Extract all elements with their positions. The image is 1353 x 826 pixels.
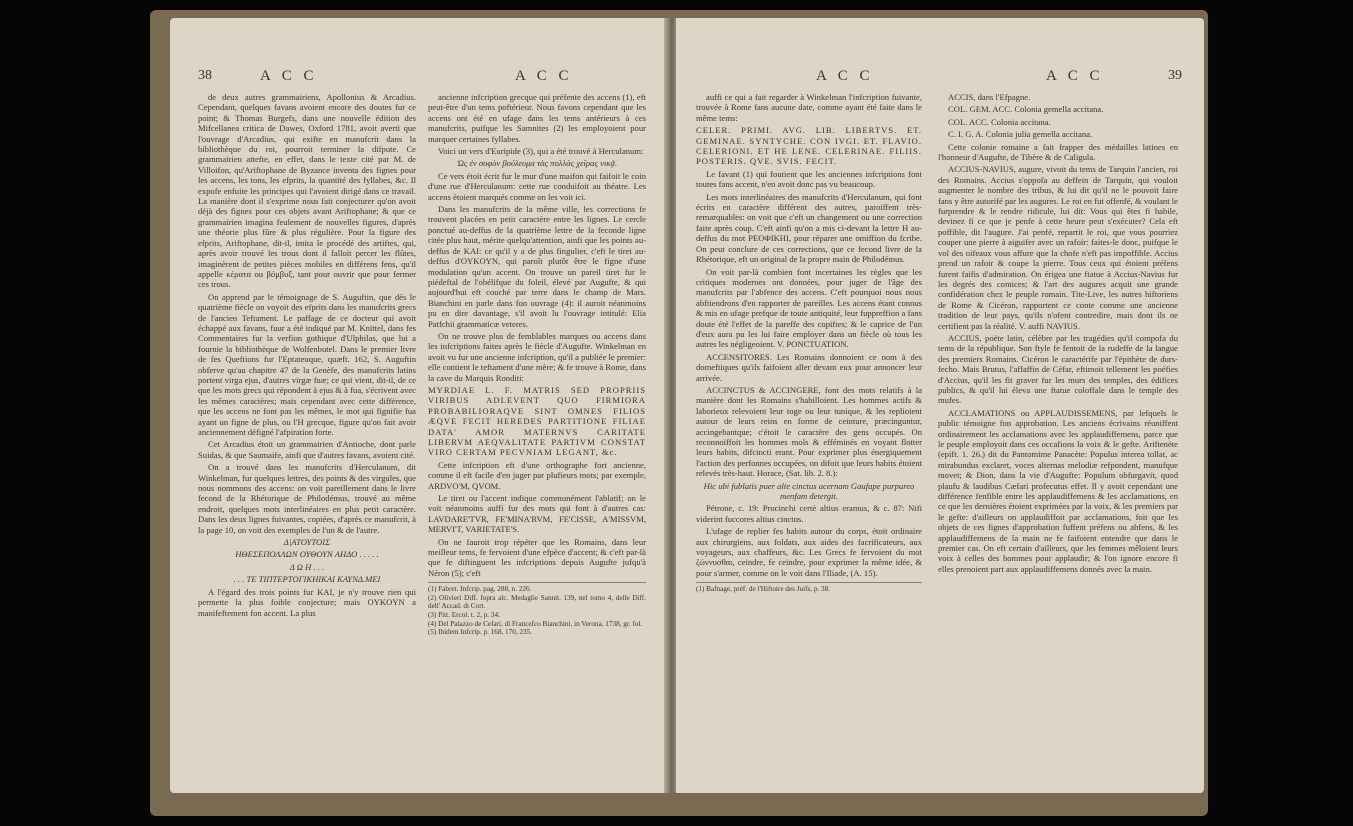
paragraph: ancienne infcription grecque qui préfente des accens (1), eft peut-être d'un tems poftérieur. Nous favons cependant que les accens ont été en ufage dans les tems antérieurs à ces manufcrits, puifque les Samnites (2) les employoient pour marquer certaines fyllabes.	[428, 92, 646, 144]
right-page-number: 39	[1168, 68, 1182, 83]
verse-quote: Hic ubi fublatis puer alte cinctus acernam Gaufape purpureo menfam detergit.	[703, 480, 915, 502]
paragraph: Ce vers étoit écrit fur le mur d'une maifon qui faifoit le coin d'une rue d'Herculanum: cette rue conduifoit au théatre. Les accens étoient marqués comme on les voit ici.	[428, 170, 646, 202]
inscription: MYRDIAE L. F. MATRIS SED PROPRIIS VIRIBUS ADLEVENT QUO FIRMIORA PROBABILIORAQVE SINT OMNES FILIOS ÆQVE FECIT HEREDES PARTITIONE FILIAE DATA' AMOR MATERNVS CARITATE LIBERVM AEQVALITATE PARTIVM CONSTAT VIRO CERTAM PECVNIAM LEGANT, &c.	[428, 384, 646, 458]
greek-verse: Ὡς ἐν σοφὸν βούλευμα τὰς πολλὰς χεῖρας νικᾷ.	[456, 158, 618, 169]
paragraph: Cette colonie romaine a fait frapper des médailles latines en l'honneur d'Augufte, de Tibère & de Caligula.	[938, 141, 1178, 163]
greek-line: ΗΘΕΣΕΠΟΛΛΩΝ ΟΥΘΟΥΝ ΑΗΔΟ . . . . .	[235, 549, 379, 560]
footnote: (3) Pitt. Ercol. t. 2, p. 34.	[428, 611, 500, 620]
paragraph: Cet Arcadius étoit un grammairien d'Antioche, dont parle Suidas, & que Saumaife, ainfi que d'autres favans, avoient cité.	[198, 439, 416, 460]
left-page	[170, 18, 668, 793]
footnote: (1) Fabret. Infcrip. pag. 288, n. 226.	[428, 585, 532, 594]
paragraph: On voit par-là combien font incertaines les règles que les critiques modernes ont données, pour juger de l'âge des manufcrits par l'abfence des accens. C'eft pourquoi nous nous abftiendrons d'en rapporter de pareilles. Les accens étant connus & mis en ufage prefque de toute antiquité, leur fuppreffion a fans doute été l'effet de la pareffe des copiftes; & le caprice de l'un d'eux aura pu les lui faire employer dans un fiècle où tous les autres les négligeoient. V. PONCTUATION.	[696, 266, 922, 350]
left-column-1	[198, 92, 416, 620]
paragraph: Voici un vers d'Euripide (3), qui a été trouvé à Herculanum:	[438, 146, 644, 157]
paragraph: Le tiret ou l'accent indique communément l'ablatif; on le voit néanmoins auffi fur des mots qui font à d'autres cas: LAVDARE'TVR, FE'MINA'RVM, FE'CISSE, A'MISSVM, MERVI'T, VARIETATE'S.	[428, 493, 646, 535]
paragraph: de deux autres grammairiens, Apollonius & Arcadius. Cependant, quelques favans avoient encore des doutes fur ce point; & Thomas Burgefs, dans une nouvelle édition des Mifcellanea critica de Dawes, Oxford 1781, avoit averti que l'ouvrage d'Arcadius, qui exifte en manufcrit dans la bibliothèque du roi, pourroit terminer la difpute. Ce grammairien attefte, en effet, dans le texte cité par M. de Villoifon, qu'Ariftophane de Byzance inventa des fignes pour les accens, les tons, les efprits, la quantité des fyllabes, &c. Il expofe enfuite les principes qui l'avoient dirigé dans ce travail. La manière dont il s'exprime nous fait conjecturer qu'on avoit déjà des fignes pour ces objets avant Ariftophane; & que ce grammairien imagina feulement de nouvelles figures, d'après une théorie plus fûre & plus régulière. Pour la figure des efprits, Ariftophane, dit-il, imita le procédé des artiftes, qui, après avoir trouvé les trous dont il falloit percer les flûtes, imaginèrent de petites pièces mobiles en différens fens, qu'il appelle κέρατα ou βόμβυξ, tant pour ouvrir que pour fermer ces trous.	[198, 92, 416, 290]
footnote: (1) Bafnage, préf. de l'Hiftoire des Juifs, p. 38.	[696, 582, 922, 594]
paragraph: On ne trouve plus de femblables marques ou accens dans les infcriptions faites après le fiècle d'Augufte. Winkelman en avoit vu fur une ancienne infcription, qu'il a publiée le premier: elle contient le teftament d'une mère; & fe trouve à Rome, dans la cave du Marquis Ronditi:	[428, 330, 646, 383]
paragraph: Le favant (1) qui foutient que les anciennes infcriptions font toutes fans accent, n'en avoit donc pas vu beaucoup.	[696, 168, 922, 190]
right-head-word-2: A C C	[1046, 68, 1104, 84]
right-page	[676, 18, 1204, 793]
paragraph: ACCINCTUS & ACCINGERE, font des mots relatifs à la manière dont les Romains s'habilloient. Les hommes actifs & laborieux relevoient leur toge ou leur tunique, & les replioient autour de leurs reins en forme de ceinture, præcinguntur, accingebantque; c'étoit le caractère des gens occupés. On reconnoiffoit les hommes mols & efféminés en voyant flotter leurs habits, difcincti erant. Pour exprimer plus énergiquement l'action des perfonnes occupées, on difoit que leurs habits étoient relevés très-haut. Horace, (Sat. lib. 2. 8.):	[696, 384, 922, 479]
footnote: (4) Del Palazzo de Cefari, di Francefco Bianchini, in Verona, 1738, gr. fol.	[428, 619, 643, 628]
inscription: CELER. PRIMI. AVG. LIB. LIBERTVS. ET. GEMINAE. SYNTYCHE. CON IVGI. ET. FLAVIO. CELERIONI. ET HE LENE. CELERINAE. FILIIS. POSTERIS. QVE. SVIS. FECIT.	[696, 125, 922, 167]
right-column-2	[938, 92, 1178, 576]
paragraph: COL. GEM. ACC. Colonia gemella accitana.	[948, 104, 1104, 115]
right-column-1	[696, 92, 922, 594]
paragraph: Cette infcription eft d'une orthographe fort ancienne, comme il eft facile d'en juger par plufieurs mots; par exemple, ARDVO'M, QVOM.	[428, 459, 646, 491]
left-running-head	[170, 68, 668, 90]
paragraph: ACCIUS-NAVIUS, augure, vivoit du tems de Tarquin l'ancien, roi des Romains. Accius s'oppofa au deffein de Tarquin, qui vouloit augmenter le nombre des tribus, & lui dit qu'il ne le pouvoit faire fans y être autorifé par les augures. Le roi en fut offenfé, & voulant le furprendre & le rendre ridicule, lui dit: Vous qui êtes fi habile, devinez fi ce que je penfe à cette heure peut s'exécuter? Cela eft poffible, dit l'augure. J'ai penfé, repartit le roi, que vous pourriez couper une pierre à aiguifer avec un rafoir: faites-le donc, puifque le vol des oifeaux vous affure que la chofe n'eft pas impoffible. Accius prend un rafoir & coupe la pierre. Tous ceux qui étoient préfens furent faifis d'admiration. On érigea une ftatue à Accius-Navius fur les degrés des comices; & l'art des augures acquit une grande confidération chez le peuple romain. Tite-Live, les autres hiftoriens de Rome & Cicéron, rapportent ce conte comme une ancienne tradition de leur pays, qu'ils n'ofent contredire, mais dont ils ne certifient pas la réalité. V. auffi NAVIUS.	[938, 164, 1178, 331]
right-running-head	[676, 68, 1204, 90]
paragraph: On ne fauroit trop répéter que les Romains, dans leur meilleur tems, fe fervoient d'une efpèce d'accent; & c'eft par-là que fe diftinguent les infcriptions depuis Augufte jufqu'à Néron (5); c'eft	[428, 536, 646, 578]
left-page-number: 38	[198, 68, 212, 83]
paragraph: On apprend par le témoignage de S. Auguftin, que dès le quatrième fiècle on voyoit des efprits dans les manufcrits grecs de l'ancien Teftament. Le paffage de ce docteur qui avoit échappé aux favans, fuur a été indiqué par M. Knittel, dans fes Commentaires fur la verfion gothique d'Ulphilas, que lui a fournie la bibliothèque de Wolfenbutel. Dans le premier livre de fes Queftions fur l'Eptateuque, quæft. 162, S. Auguftin obferve qu'au chapitre 47 de la Genèfe, des manufcrits latins portent virga ejus, d'autres virgæ fuæ; ce qui vient, dit-il, de ce que les mots grecs qui répondent à ejus & à fua, s'écrivent avec les mêmes caractères; mais cependant avec cette différence, que les accens ne font pas les mêmes, le mot qui fignifie fua ayant un figne de plus, ou l'H grecque, figure qu'on fait avoir anciennement défigné l'afpiration forte.	[198, 291, 416, 437]
paragraph: ACCIS, dans l'Efpagne.	[948, 92, 1031, 102]
paragraph: C. I. G. A. Colonia julia gemella accitana.	[948, 129, 1093, 140]
footnote: (2) Olivieri Diff. fopra alc. Medaglie Sannit. 139, nel tomo 4, delle Diff. dell' Accad. di Cort.	[428, 593, 646, 611]
greek-line: . . . ΤΕ ΤΙΠΤΕΡΤΟΓΙΚΗΙΚΑΙ ΚΑΥΝΔ.ΜΕΙ	[233, 574, 381, 585]
greek-line: Δ|ΑΤΟΥΤΟΙΣ	[283, 537, 331, 548]
paragraph: COL. ACC. Colonia accitana.	[948, 116, 1051, 127]
greek-line: Δ Ω Η . . .	[289, 561, 325, 572]
paragraph: auffi ce qui a fait regarder à Winkelman l'infcription fuivante, trouvée à Rome fans aucune date, comme ayant été faite dans le même tems:	[696, 92, 922, 123]
paragraph: Pétrone, c. 19: Procinchi certè altius eramus, & c. 87: Nifi viderint fuccores altius cinctos.	[696, 503, 922, 524]
paragraph: On a trouvé dans les manufcrits d'Herculanum, dit Winkelman, fur quelques lettres, des points & des virgules, que nous nommons des accens: on voit pareillement dans le livre fecond de la Rhétorique de Philodémus, trouvé au même endroit, quelques mots interlinéaires en plus petit caractère. Dans les deux lignes fuivantes, copiées, d'après ce manufcrit, à la page 10, on voit des exemples de l'un & de l'autre.	[198, 462, 416, 535]
paragraph: L'ufage de replier fes habits autour du corps, étoit ordinaire aux chirurgiens, aux foldats, aux aides des facrificateurs, aux voyageurs, aux chaffeurs, &c. Les Grecs fe fervoient du mot ζώννυσθαι, ceindre, fe ceindre, pour exprimer la même idée, & pour s'armer, comme on le voit dans l'Iliade, (A. 15).	[696, 526, 922, 578]
left-column-2	[428, 92, 646, 637]
paragraph: A l'égard des trois points fur KAI, je n'y trouve rien qui permette la plus foible conjecture; mais OYKOYN a manifeftement fon accent. La plus	[198, 586, 416, 618]
paragraph: ACCLAMATIONS ou APPLAUDISSEMENS, par lefquels le public témoigne fon approbation. Les anciens écrivains réuniffent ordinairement les acclamations avec les applaudiffemens, parce que le peuple employoit dans ces occafions la voix & le gefte. Ariftenète (epift. 1. 26.) dit du Pantomime Panacète: Populus interea tollat, ac mirabundus exclaret, voces alternas melodiæ refpondent, manufque movet; & Dion, dans la vie d'Augufte: Populum obfurgavit, quod plaufu & laudibus Cæfari profecutus effet. Il y avoit cependant une différence fenfible entre les applaudiffemens & les acclamations, en ce que les dernières étoient exprimées par la voix, & les premiers par le gefte: d'ailleurs on applaudiffoit par acclamations, foit que les objets de ces fignes d'approbation fuffent préfens ou abfens, & les applaudiffemens de la main ne fe faifoient entendre que dans le premier cas. On eft certain d'ailleurs, que les femmes mêloient leurs voix à celles des hommes pour applaudir; & l'on ignore encore fi elles prenoient part aux applaudiffemens donnés avec la main.	[938, 407, 1178, 574]
footnote: (5) Ibidem Infcrip. p. 168, 170, 235.	[428, 628, 532, 637]
left-head-word-1: A C C	[260, 68, 318, 84]
paragraph: Les mots interlinéaires des manufcrits d'Herculanum, qui font écrits en caractère différent des autres, paroiffent très-remarquables: on voit que c'eft un changement ou une correction faite après coup. C'eft ainfi qu'on a mis ci-devant la lettre H au-deffus du mot ΡΕΟΦΙΚΗΙ, pour réparer une omiffion du fcribe. On peut conclure de ces corrections, que ce fecond livre de la Rhétorique, eft un original de la propre main de Philodémus.	[696, 191, 922, 265]
paragraph: ACCIUS, poëte latin, célèbre par les tragédies qu'il compofa du tems de la république. Son ftyle fe fentoit de la rudeffe de la langue des premiers Romains. Cicéron le caractérife par l'épithète de durs-fecho. Mais Brutus, l'affaffin de Céfar, eftimoit tellement les poéfies d'Accius, qu'il les fit graver fur les murs des temples, des édifices publics, & qu'il lui éleva une ftatue coloffale dans le temple des mufes.	[938, 332, 1178, 406]
paragraph: Dans les manufcrits de la même ville, les corrections fe trouvent placées en petit caractère entre les lignes. Le cercle ponctué au-deffus de la quatrième lettre de la feconde ligne citée plus haut, mérite quelqu'attention, ainfi que les points au-deffus de KAI: ce qu'il y a de plus fingulier, c'eft le tiret au-deffus d'OYKOYN, qui paroît plutôt être le figne d'une modulation qu'un accent. On trouve un pareil tiret fur le piédeftal de l'obélifque du foleil, élevé par Augufte, & qui aujourd'hui eft couché par terre dans le champ de Mars. Bianchini en parle dans fon ouvrage (4): il auroit néanmoins pu en dire davantage, s'il avoit lu l'ouvrage intitulé: Elia Patfchii grammaticæ veteres.	[428, 204, 646, 329]
left-head-word-2: A C C	[515, 68, 573, 84]
paragraph: ACCENSITORES. Les Romains donnoient ce nom à des domeftiques qu'ils faifoient aller devant eux pour annoncer leur arrivée.	[696, 351, 922, 383]
right-head-word-1: A C C	[816, 68, 874, 84]
footnotes	[428, 582, 646, 637]
